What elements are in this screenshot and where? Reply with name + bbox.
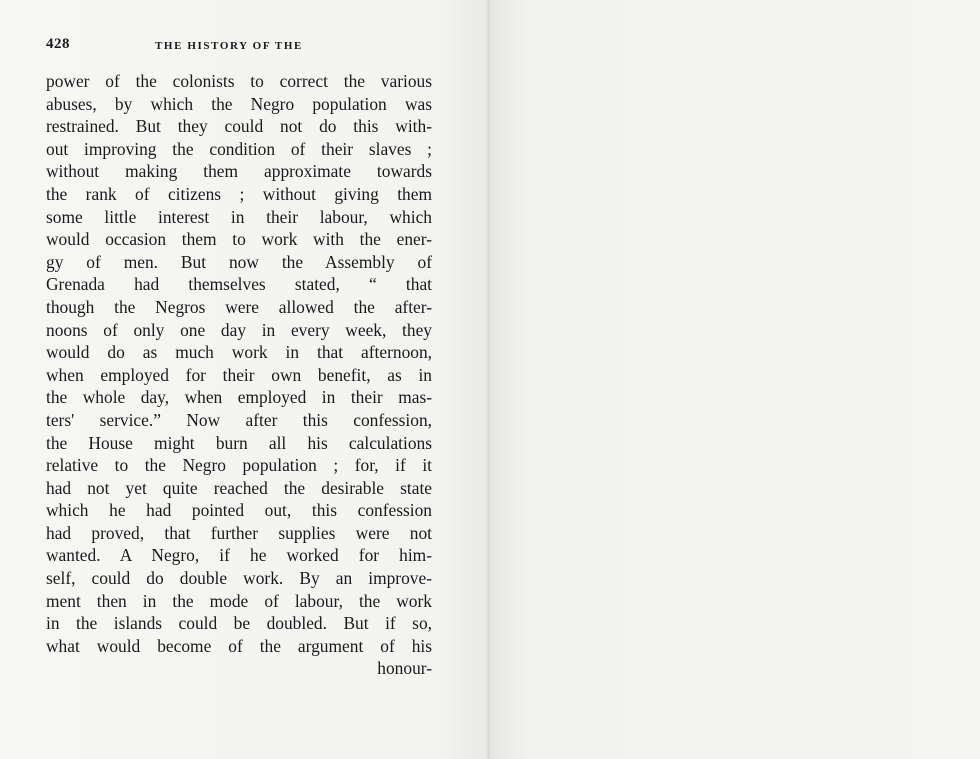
text-line: wanted. A Negro, if he worked for him-	[46, 545, 432, 566]
text-line: the whole day, when employed in their mas-	[46, 387, 432, 408]
text-line: gy of men. But now the Assembly of	[46, 251, 432, 272]
text-line: though the Negros were allowed the after-	[46, 296, 432, 317]
text-line: restrained. But they could not do this with-	[46, 116, 432, 137]
text-line: would occasion them to work with the ener-	[46, 229, 432, 250]
right-page	[490, 0, 980, 759]
text-line: the House might burn all his calculations	[46, 432, 432, 453]
text-line: some little interest in their labour, which	[46, 206, 432, 227]
text-line: had proved, that further supplies were not	[46, 522, 432, 543]
text-line: power of the colonists to correct the various	[46, 71, 432, 91]
text-line: noons of only one day in every week, they	[46, 319, 432, 340]
text-line: ters' service.” Now after this confession,	[46, 409, 432, 430]
text-line: Grenada had themselves stated, “ that	[46, 274, 432, 295]
text-line: abuses, by which the Negro population was	[46, 93, 432, 114]
text-line: would do as much work in that afternoon,	[46, 342, 432, 363]
left-page-number: 428	[46, 36, 70, 52]
text-line: what would become of the argument of his	[46, 635, 432, 656]
text-line: ment then in the mode of labour, the work	[46, 590, 432, 611]
text-line: self, could do double work. By an improve-	[46, 568, 432, 589]
text-line: in the islands could be doubled. But if so,	[46, 613, 432, 634]
text-line: when employed for their own benefit, as in	[46, 364, 432, 385]
left-running-head: THE HISTORY OF THE	[155, 40, 303, 52]
text-line: which he had pointed out, this confession	[46, 500, 432, 521]
text-line: the rank of citizens ; without giving them	[46, 183, 432, 204]
left-page-body	[46, 70, 432, 680]
text-line: had not yet quite reached the desirable state	[46, 477, 432, 498]
catchword: honour-	[377, 658, 432, 679]
text-line: without making them approximate towards	[46, 161, 432, 182]
text-line: relative to the Negro population ; for, if it	[46, 455, 432, 476]
text-line: out improving the condition of their slaves ;	[46, 138, 432, 159]
